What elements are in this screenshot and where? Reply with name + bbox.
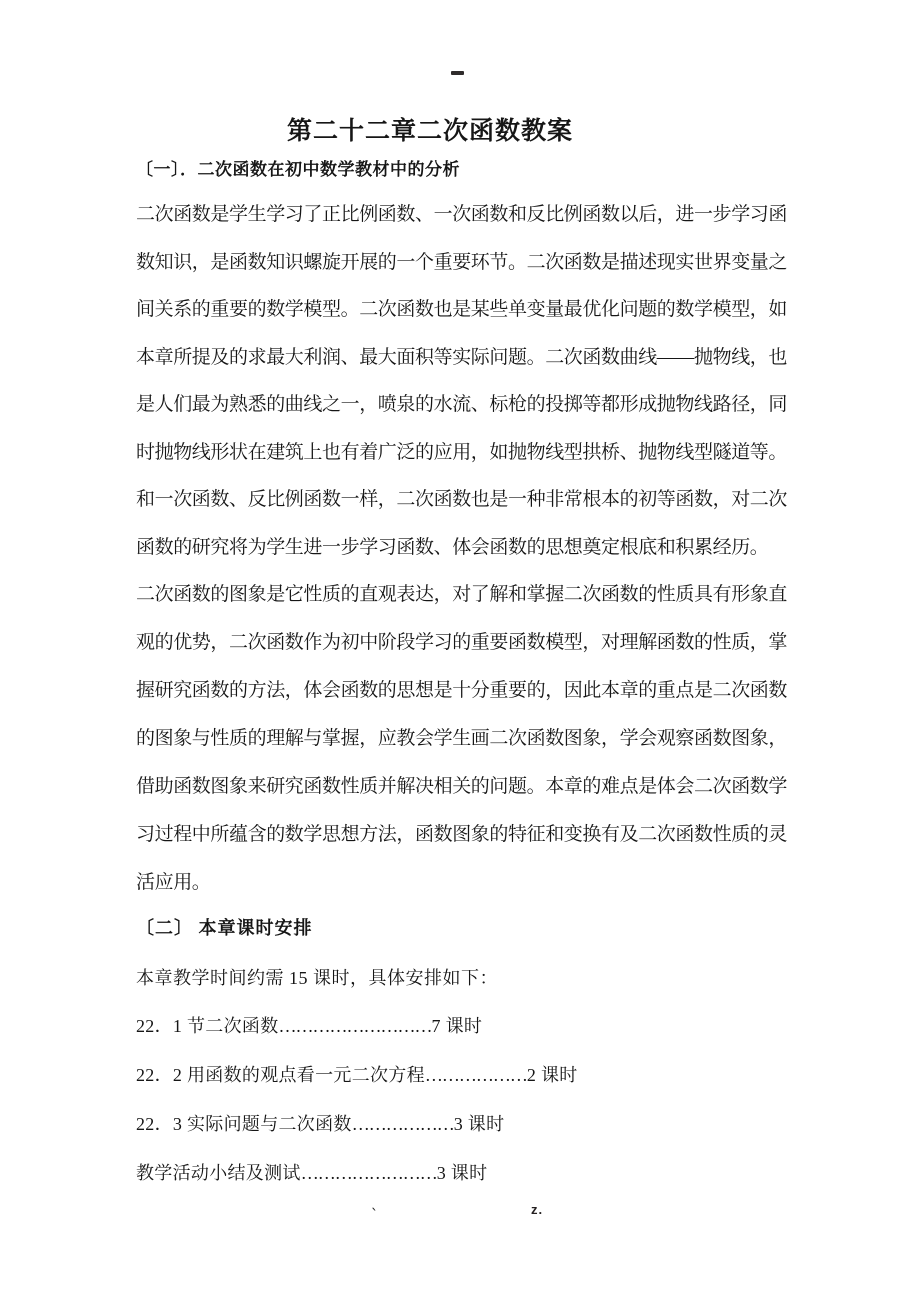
page-title: 第二十二章二次函数教案 bbox=[286, 118, 573, 145]
schedule-item-4 bbox=[136, 1149, 796, 1198]
schedule-item-2-label: 22．2 用函数的观点看一元二次方程 bbox=[136, 1065, 425, 1085]
paragraph-1-line-3: 间关系的重要的数学模型。二次函数也是某些单变量最优化问题的数学模型，如 bbox=[136, 299, 788, 320]
schedule-item-4-hours: 3 课时 bbox=[436, 1163, 488, 1183]
schedule-item-1-label: 22．1 节二次函数 bbox=[136, 1016, 279, 1036]
schedule-item-3-hours: 3 课时 bbox=[453, 1114, 505, 1134]
dotted-leader: ……………………… bbox=[278, 1016, 432, 1036]
paragraph-2-line-2: 观的优势，二次函数作为初中阶段学习的重要函数模型，对理解函数的性质，掌 bbox=[136, 632, 788, 653]
paragraph-1-line-8: 函数的研究将为学生进一步学习函数、体会函数的思想奠定根底和积累经历。 bbox=[136, 536, 769, 558]
paragraph-1 bbox=[136, 191, 796, 571]
paragraph-2-line-4: 的图象与性质的理解与掌握，应教会学生画二次函数图象，学会观察函数图象， bbox=[136, 728, 788, 749]
schedule-item-1-hours: 7 课时 bbox=[431, 1016, 483, 1036]
schedule-item-1 bbox=[136, 1002, 796, 1051]
schedule-item-2 bbox=[136, 1051, 796, 1100]
dotted-leader: ……………… bbox=[351, 1114, 454, 1134]
dotted-leader: ……………… bbox=[424, 1065, 527, 1085]
paragraph-1-line-6: 时抛物线形状在建筑上也有着广泛的应用，如抛物线型拱桥、抛物线型隧道等。 bbox=[136, 441, 788, 463]
schedule-intro: 本章教学时间约需 15 课时，具体安排如下： bbox=[136, 968, 498, 988]
section1-heading: 〔一〕．二次函数在初中数学教材中的分析 bbox=[136, 160, 460, 179]
paragraph-1-line-1: 二次函数是学生学习了正比例函数、一次函数和反比例函数以后，进一步学习函 bbox=[136, 204, 788, 225]
paragraph-2-line-1: 二次函数的图象是它性质的直观表达，对了解和掌握二次函数的性质具有形象直 bbox=[136, 584, 788, 605]
paragraph-1-line-7: 和一次函数、反比例函数一样，二次函数也是一种非常根本的初等函数，对二次 bbox=[136, 489, 788, 510]
schedule-item-2-hours: 2 课时 bbox=[526, 1065, 578, 1085]
paragraph-2-line-5: 借助函数图象来研究函数性质并解决相关的问题。本章的难点是体会二次函数学 bbox=[136, 776, 788, 797]
paragraph-1-line-4: 本章所提及的求最大利润、最大面积等实际问题。二次函数曲线——抛物线，也 bbox=[136, 346, 788, 368]
stray-backtick-mark: ` bbox=[370, 1206, 380, 1224]
paragraph-1-line-5: 是人们最为熟悉的曲线之一，喷泉的水流、标枪的投掷等都形成抛物线路径，同 bbox=[136, 394, 788, 415]
dotted-leader: …………………… bbox=[300, 1163, 437, 1183]
paragraph-2-line-7: 活应用。 bbox=[136, 872, 211, 893]
schedule-list bbox=[136, 1002, 796, 1198]
paragraph-2 bbox=[136, 571, 796, 907]
schedule-item-4-label: 教学活动小结及测试 bbox=[136, 1163, 301, 1183]
schedule-item-3-label: 22．3 实际问题与二次函数 bbox=[136, 1114, 352, 1134]
schedule-item-3 bbox=[136, 1100, 796, 1149]
stray-dash-mark bbox=[451, 71, 464, 75]
page-corner-mark: z. bbox=[531, 1202, 544, 1217]
paragraph-1-line-2: 数知识，是函数知识螺旋开展的一个重要环节。二次函数是描述现实世界变量之 bbox=[136, 251, 788, 273]
paragraph-2-line-3: 握研究函数的方法，体会函数的思想是十分重要的，因此本章的重点是二次函数 bbox=[136, 680, 788, 701]
section2-heading: 〔二〕 本章课时安排 bbox=[136, 918, 313, 938]
paragraph-2-line-6: 习过程中所蕴含的数学思想方法，函数图象的特征和变换有及二次函数性质的灵 bbox=[136, 824, 788, 845]
